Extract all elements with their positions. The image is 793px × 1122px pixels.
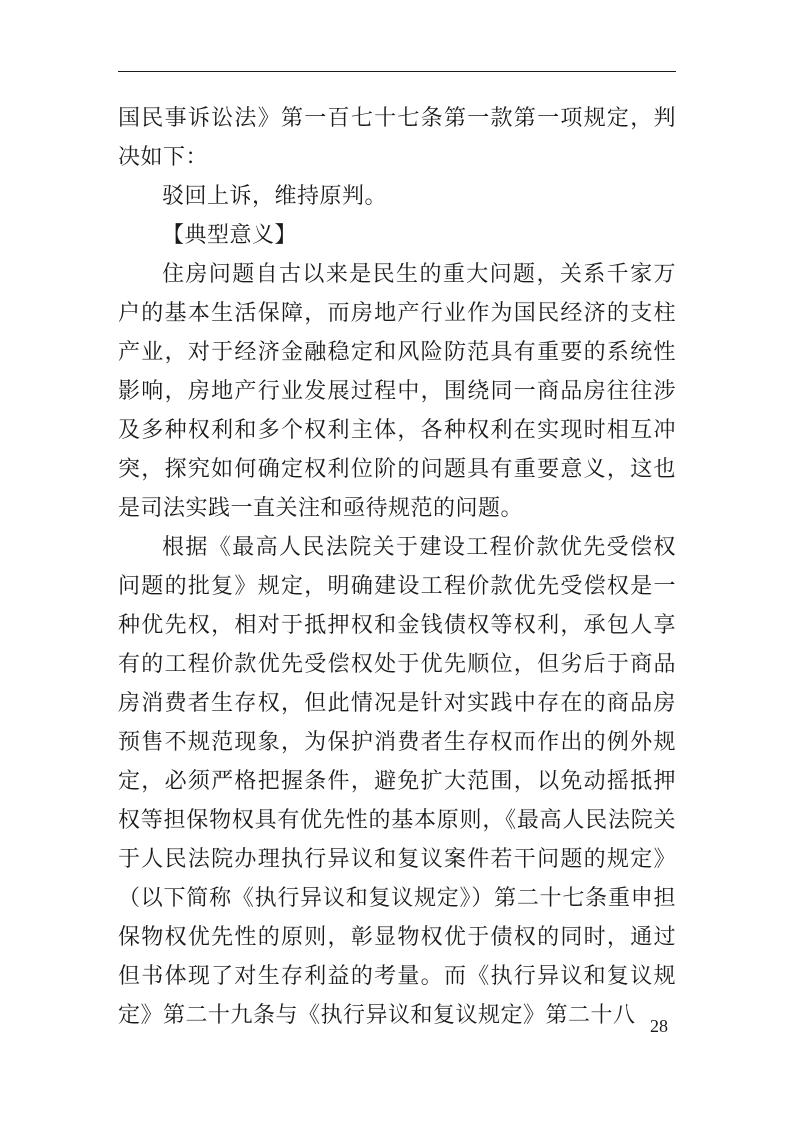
body-text: [118, 99, 676, 1035]
paragraph-ruling: 驳回上诉，维持原判。: [162, 184, 388, 209]
header-rule: [118, 71, 676, 72]
paragraph-significance-2: 根据《最高人民法院关于建设工程价款优先受偿权问题的批复》规定，明确建设工程价款优先受偿权是一种优先权，相对于抵押权和金钱债权等权利，承包人享有的工程价款优先受偿权处于优先顺位，但劣后于商品房消费者生存权，但此情况是针对实践中存在的商品房预售不规范现象，为保护消费者生存权而作出的例外规定，必须严格把握条件，避免扩大范围，以免动摇抵押权等担保物权具有优先性的基本原则，《最高人民法院关于人民法院办理执行异议和复议案件若干问题的规定》（以下简称《执行异议和复议规定》）第二十七条重申担保物权优先性的原则，彰显物权优于债权的同时，通过但书体现了对生存利益的考量。而《执行异议和复议规定》第二十九条与《执行异议和复议规定》第二十八: [118, 535, 676, 1028]
section-heading: 【典型意义】: [162, 223, 298, 248]
paragraph-significance-1: 住房问题自古以来是民生的重大问题，关系千家万户的基本生活保障，而房地产行业作为国民经济的支柱产业，对于经济金融稳定和风险防范具有重要的系统性影响，房地产行业发展过程中，围绕同一商品房往往涉及多种权利和多个权利主体，各种权利在实现时相互冲突，探究如何确定权利位阶的问题具有重要意义，这也是司法实践一直关注和亟待规范的问题。: [118, 262, 676, 521]
page-number: 28: [650, 1016, 668, 1036]
paragraph-continuation: 国民事诉讼法》第一百七十七条第一款第一项规定，判决如下：: [118, 106, 676, 170]
